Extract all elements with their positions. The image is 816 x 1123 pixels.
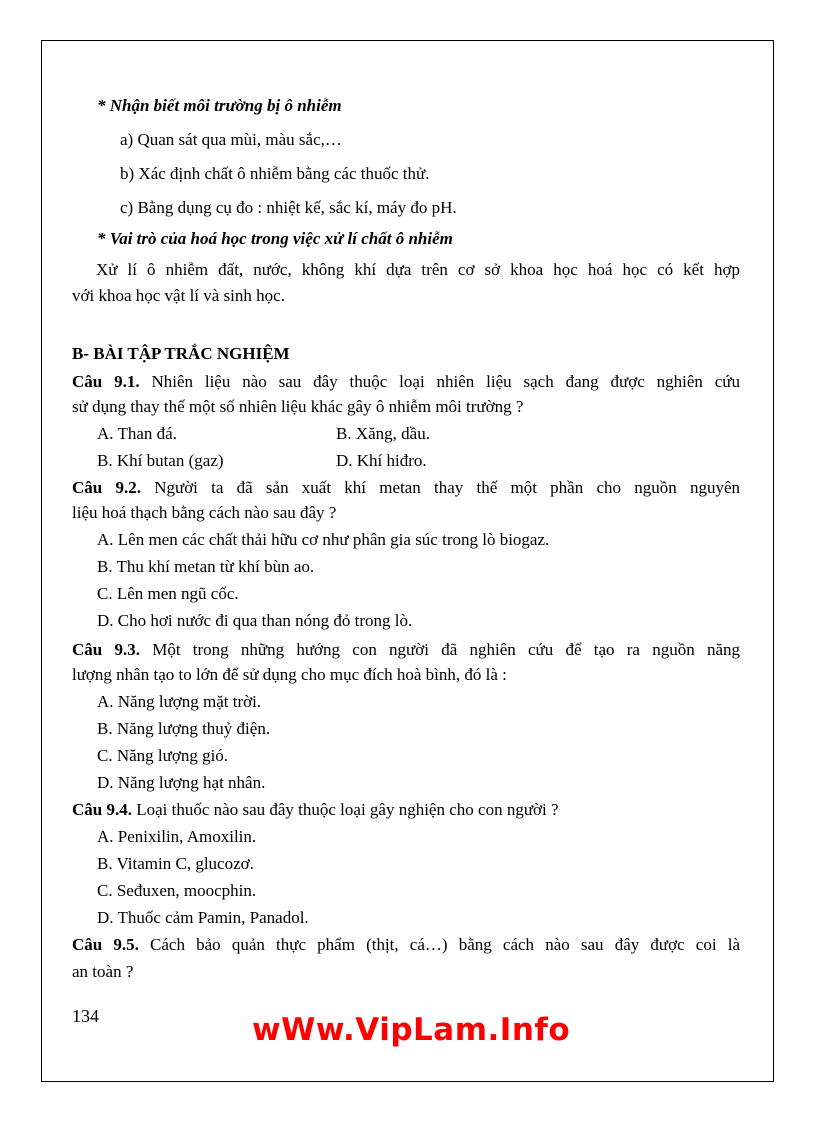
list-item: b) Xác định chất ô nhiễm bằng các thuốc thử. <box>120 164 430 183</box>
question-text: Một trong những hướng con người đã nghiên cứu để tạo ra nguồn năng <box>139 640 740 659</box>
section-title: B- BÀI TẬP TRẮC NGHIỆM <box>72 344 290 363</box>
paragraph-line: với khoa học vật lí và sinh học. <box>72 286 285 305</box>
option-d: D. Cho hơi nước đi qua than nóng đỏ trong lò. <box>97 611 413 630</box>
question-9-2-line1 <box>72 475 740 501</box>
question-label: Câu 9.5. <box>72 935 139 954</box>
question-text: Loại thuốc nào sau đây thuộc loại gây nghiện cho con người ? <box>131 800 559 819</box>
heading-identify-pollution: * Nhận biết môi trường bị ô nhiễm <box>97 96 342 115</box>
option-c: B. Khí butan (gaz) <box>97 451 224 470</box>
question-9-1-line2: sử dụng thay thế một số nhiên liệu khác gây ô nhiễm môi trường ? <box>72 397 524 416</box>
watermark: wWw.VipLam.Info <box>252 1012 571 1048</box>
question-9-5-line2: an toàn ? <box>72 962 134 981</box>
option-b: B. Năng lượng thuỷ điện. <box>97 719 271 738</box>
question-9-2-line2: liệu hoá thạch bằng cách nào sau đây ? <box>72 503 337 522</box>
question-label: Câu 9.2. <box>72 478 141 497</box>
option-a: A. Penixilin, Amoxilin. <box>97 827 257 846</box>
paragraph-line: Xử lí ô nhiễm đất, nước, không khí dựa trên cơ sở khoa học hoá học có kết hợp <box>96 260 740 279</box>
list-item: c) Bằng dụng cụ đo : nhiệt kế, sắc kí, máy đo pH. <box>120 198 457 217</box>
option-a: A. Lên men các chất thải hữu cơ như phân gia súc trong lò biogaz. <box>97 530 550 549</box>
option-c: C. Lên men ngũ cốc. <box>97 584 239 603</box>
question-label: Câu 9.4. <box>72 800 132 819</box>
question-text: Cách bảo quản thực phẩm (thịt, cá…) bằng cách nào sau đây được coi là <box>138 935 740 954</box>
option-d: D. Khí hiđro. <box>336 451 427 470</box>
question-9-5-line1 <box>72 932 740 958</box>
question-label: Câu 9.3. <box>72 640 140 659</box>
question-9-1-line1 <box>72 369 740 395</box>
option-d: D. Năng lượng hạt nhân. <box>97 773 266 792</box>
question-text: Người ta đã sản xuất khí metan thay thế một phần cho nguồn nguyên <box>140 478 741 497</box>
question-label: Câu 9.1. <box>72 372 140 391</box>
heading-chemistry-role: * Vai trò của hoá học trong việc xử lí chất ô nhiễm <box>97 229 453 248</box>
option-d: D. Thuốc cảm Pamin, Panadol. <box>97 908 309 927</box>
option-c: C. Seđuxen, moocphin. <box>97 881 257 900</box>
page-number: 134 <box>72 1006 99 1026</box>
question-9-4-line1 <box>72 800 559 820</box>
option-c: C. Năng lượng gió. <box>97 746 229 765</box>
option-b: B. Thu khí metan từ khí bùn ao. <box>97 557 315 576</box>
option-b: B. Vitamin C, glucozơ. <box>97 854 254 873</box>
list-item: a) Quan sát qua mùi, màu sắc,… <box>120 130 342 149</box>
question-9-3-line2: lượng nhân tạo to lớn để sử dụng cho mục đích hoà bình, đó là : <box>72 665 507 684</box>
question-9-3-line1 <box>72 637 740 663</box>
option-b: B. Xăng, dầu. <box>336 424 430 443</box>
option-a: A. Than đá. <box>97 424 177 443</box>
option-a: A. Năng lượng mặt trời. <box>97 692 262 711</box>
question-text: Nhiên liệu nào sau đây thuộc loại nhiên liệu sạch đang được nghiên cứu <box>139 372 740 391</box>
